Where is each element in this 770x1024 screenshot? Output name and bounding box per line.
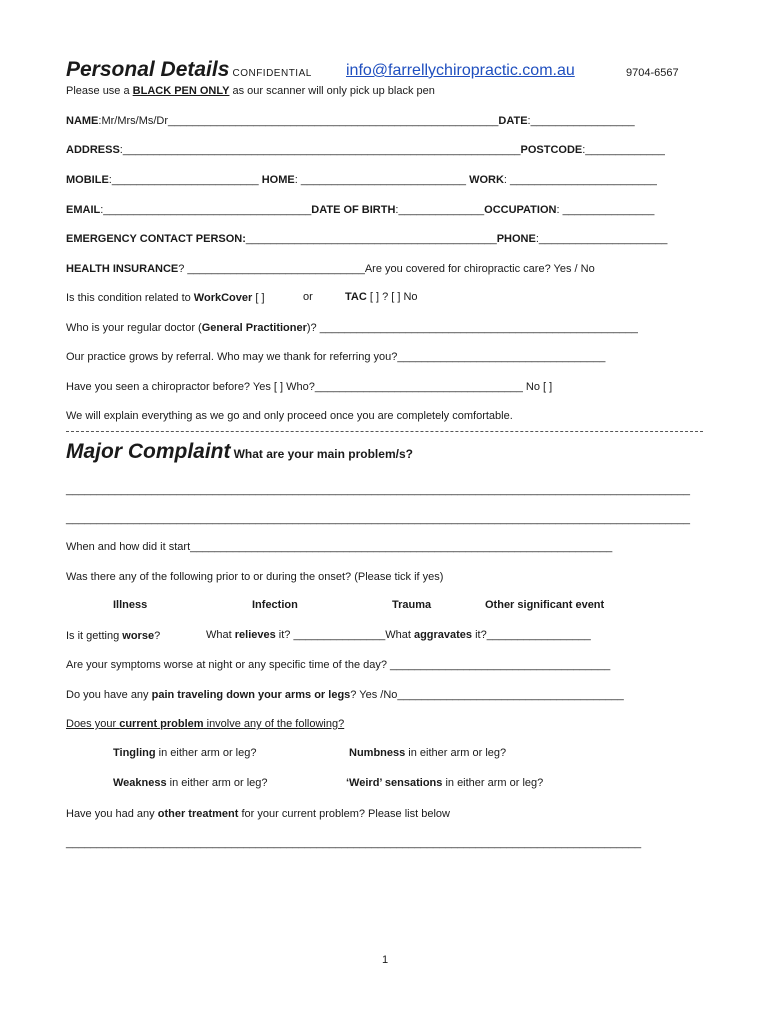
health-row[interactable]	[66, 262, 595, 276]
weird-label: ‘Weird’ sensations	[346, 777, 443, 789]
condition-pre: Is this condition related to	[66, 292, 194, 304]
occupation-field[interactable]: : _______________	[556, 204, 655, 216]
current-label: current problem	[119, 718, 204, 730]
worse-post: ?	[154, 630, 161, 642]
mobile-field[interactable]: :________________________	[108, 174, 262, 186]
postcode-label: POSTCODE	[520, 144, 583, 156]
tac-checkbox[interactable]: [ ] ? [ ] No	[366, 291, 418, 303]
option-other-event[interactable]: Other significant event	[485, 599, 605, 611]
date-label: DATE	[498, 115, 528, 127]
phone-number: 9704-6567	[626, 67, 679, 79]
doctor-pre: Who is your regular doctor (	[66, 322, 202, 334]
health-label: HEALTH INSURANCE	[66, 263, 179, 275]
name-field[interactable]: :Mr/Mrs/Ms/Dr______________________________________________________	[98, 115, 499, 127]
emergency-phone-field[interactable]: :_____________________	[535, 233, 668, 245]
doctor-field[interactable]: )? ____________________________________________________	[306, 322, 638, 334]
home-label: HOME	[261, 174, 295, 186]
email-row[interactable]	[66, 203, 654, 217]
prior-question: Was there any of the following prior to or during the onset? (Please tick if yes)	[66, 571, 444, 583]
doctor-row[interactable]	[66, 321, 638, 335]
address-label: ADDRESS	[66, 144, 120, 156]
section-divider	[66, 431, 703, 432]
relieves-pre: What	[206, 629, 235, 641]
or-text: or	[303, 291, 313, 303]
onset-field[interactable]: When and how did it start_____________________________________________________________________	[66, 541, 613, 553]
weakness-text: in either arm or leg?	[166, 777, 268, 789]
name-label: NAME	[66, 115, 99, 127]
complaint-header	[66, 440, 413, 467]
complaint-title: Major Complaint	[66, 440, 231, 463]
problem-line-2[interactable]: ______________________________________________________________________________________________________	[66, 513, 691, 525]
work-label: WORK	[469, 174, 504, 186]
worse-label: worse	[122, 630, 155, 642]
health-field[interactable]: ? _____________________________Are you covered for chiropractic care? Yes / No	[178, 263, 595, 275]
treat-pre: Have you had any	[66, 808, 158, 820]
option-trauma[interactable]: Trauma	[392, 599, 432, 611]
instruction-emphasis: BLACK PEN ONLY	[132, 85, 230, 97]
treat-label: other treatment	[157, 808, 239, 820]
treat-post: for your current problem? Please list below	[238, 808, 450, 820]
option-infection[interactable]: Infection	[252, 599, 298, 611]
page-title: Personal Details	[66, 58, 230, 81]
address-row[interactable]	[66, 143, 665, 157]
condition-row[interactable]	[66, 291, 265, 305]
email-link-wrap	[346, 62, 575, 81]
worse-pre: Is it getting	[66, 630, 123, 642]
header-row	[66, 58, 312, 86]
numbness-label: Numbness	[349, 747, 406, 759]
emergency-label: EMERGENCY CONTACT PERSON:	[66, 233, 246, 245]
tingling-label: Tingling	[113, 747, 156, 759]
treatment-question	[66, 807, 450, 821]
postcode-field[interactable]: :_____________	[582, 144, 665, 156]
dob-label: DATE OF BIRTH	[311, 204, 396, 216]
phone-row[interactable]	[66, 173, 657, 187]
email-link[interactable]: info@farrellychiropractic.com.au	[346, 62, 575, 79]
pain-label: pain traveling down your arms or legs	[151, 689, 351, 701]
doctor-label: General Practitioner	[201, 322, 307, 334]
weird-text: in either arm or leg?	[442, 777, 544, 789]
current-post: involve any of the following?	[203, 718, 345, 730]
address-field[interactable]: :_________________________________________________________________	[119, 144, 521, 156]
occupation-label: OCCUPATION	[484, 204, 557, 216]
emergency-phone-label: PHONE	[496, 233, 536, 245]
pain-field[interactable]: ? Yes /No_____________________________________	[350, 689, 624, 701]
explain-note: We will explain everything as we go and only proceed once you are completely comfortable.	[66, 410, 513, 422]
aggravates-label: aggravates	[413, 629, 473, 641]
aggravates-field[interactable]: it?_________________	[472, 629, 591, 641]
email-field[interactable]: :__________________________________	[100, 204, 312, 216]
worse-row[interactable]	[66, 629, 160, 643]
night-row[interactable]: Are your symptoms worse at night or any specific time of the day? ____________________________________	[66, 659, 611, 671]
emergency-row[interactable]	[66, 232, 667, 246]
referral-row[interactable]: Our practice grows by referral. Who may we thank for referring you?__________________________________	[66, 351, 606, 363]
pain-row[interactable]	[66, 688, 624, 702]
work-field[interactable]: : ________________________	[503, 174, 657, 186]
problem-line-1[interactable]: ______________________________________________________________________________________________________	[66, 484, 691, 496]
date-field[interactable]: :_________________	[527, 115, 635, 127]
emergency-field[interactable]: _________________________________________	[245, 233, 497, 245]
confidential-label: CONFIDENTIAL	[232, 68, 312, 79]
instruction-pre: Please use a	[66, 85, 133, 97]
current-pre: Does your	[66, 718, 120, 730]
workcover-label: WorkCover	[193, 292, 253, 304]
workcover-checkbox[interactable]: [ ]	[252, 292, 265, 304]
numbness-text: in either arm or leg?	[405, 747, 507, 759]
weakness-label: Weakness	[113, 777, 167, 789]
seen-chiro-row[interactable]: Have you seen a chiropractor before? Yes [ ] Who?__________________________________ No [ ]	[66, 381, 553, 393]
relieves-row[interactable]	[206, 629, 591, 641]
email-label: EMAIL	[66, 204, 101, 216]
tingling-text: in either arm or leg?	[155, 747, 257, 759]
weird-option[interactable]	[346, 777, 543, 789]
treatment-line[interactable]: ______________________________________________________________________________________________	[66, 837, 642, 849]
numbness-option[interactable]	[349, 747, 506, 759]
pain-pre: Do you have any	[66, 689, 152, 701]
instruction-post: as our scanner will only pick up black pen	[229, 85, 435, 97]
home-field[interactable]: : ___________________________	[294, 174, 470, 186]
complaint-subtitle: What are your main problem/s?	[233, 447, 413, 461]
name-row[interactable]	[66, 114, 635, 128]
relieves-label: relieves	[234, 629, 276, 641]
tac-row[interactable]	[345, 291, 418, 303]
relieves-field[interactable]: it? _______________What	[275, 629, 414, 641]
dob-field[interactable]: :______________	[395, 204, 485, 216]
tac-label: TAC	[345, 291, 367, 303]
page-number: 1	[381, 954, 389, 966]
mobile-label: MOBILE	[66, 174, 109, 186]
current-problem-question	[66, 717, 344, 731]
instruction	[66, 84, 435, 98]
weakness-option[interactable]	[113, 777, 268, 789]
option-illness[interactable]: Illness	[113, 599, 148, 611]
tingling-option[interactable]	[113, 747, 256, 759]
